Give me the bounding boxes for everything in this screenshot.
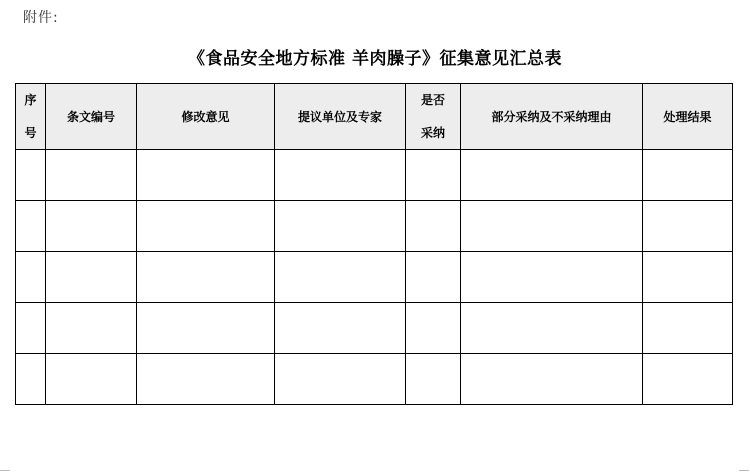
table-cell[interactable] [461,150,643,201]
table-row [16,252,733,303]
page-corner-mark [739,470,749,471]
table-cell[interactable] [137,150,275,201]
table-cell[interactable] [46,354,137,405]
table-cell[interactable] [16,150,46,201]
table-row [16,303,733,354]
attachment-label: 附件: [23,10,59,26]
table-cell[interactable] [406,303,461,354]
table-cell[interactable] [643,150,733,201]
table-cell[interactable] [406,354,461,405]
column-header-revision-opinion: 修改意见 [137,84,275,150]
table-cell[interactable] [46,150,137,201]
table-row [16,354,733,405]
table-cell[interactable] [46,303,137,354]
table-cell[interactable] [461,354,643,405]
table-cell[interactable] [137,303,275,354]
column-header-adopted: 是否 采纳 [406,84,461,150]
table-cell[interactable] [275,303,406,354]
table-cell[interactable] [46,252,137,303]
table-cell[interactable] [137,252,275,303]
table-cell[interactable] [406,201,461,252]
table-cell[interactable] [16,354,46,405]
column-header-result: 处理结果 [643,84,733,150]
table-cell[interactable] [275,354,406,405]
table-cell[interactable] [643,252,733,303]
column-header-rejection-reason: 部分采纳及不采纳理由 [461,84,643,150]
table-cell[interactable] [16,303,46,354]
table-cell[interactable] [643,303,733,354]
table-cell[interactable] [16,252,46,303]
page-corner-mark [0,470,10,471]
table-cell[interactable] [275,201,406,252]
table-cell[interactable] [137,201,275,252]
table-cell[interactable] [406,252,461,303]
table-cell[interactable] [461,303,643,354]
table-row [16,150,733,201]
opinion-summary-table [15,83,733,405]
column-header-seq: 序 号 [16,84,46,150]
table-cell[interactable] [137,354,275,405]
table-row [16,201,733,252]
table-cell[interactable] [275,252,406,303]
column-header-clause-number: 条文编号 [46,84,137,150]
table-header-row [16,84,733,150]
document-title: 《食品安全地方标准 羊肉臊子》征集意见汇总表 [188,49,562,69]
table-cell[interactable] [406,150,461,201]
table-cell[interactable] [16,201,46,252]
table-cell[interactable] [643,354,733,405]
table-cell[interactable] [461,201,643,252]
table-cell[interactable] [461,252,643,303]
table-cell[interactable] [46,201,137,252]
table-cell[interactable] [275,150,406,201]
table-cell[interactable] [643,201,733,252]
column-header-proposer: 提议单位及专家 [275,84,406,150]
